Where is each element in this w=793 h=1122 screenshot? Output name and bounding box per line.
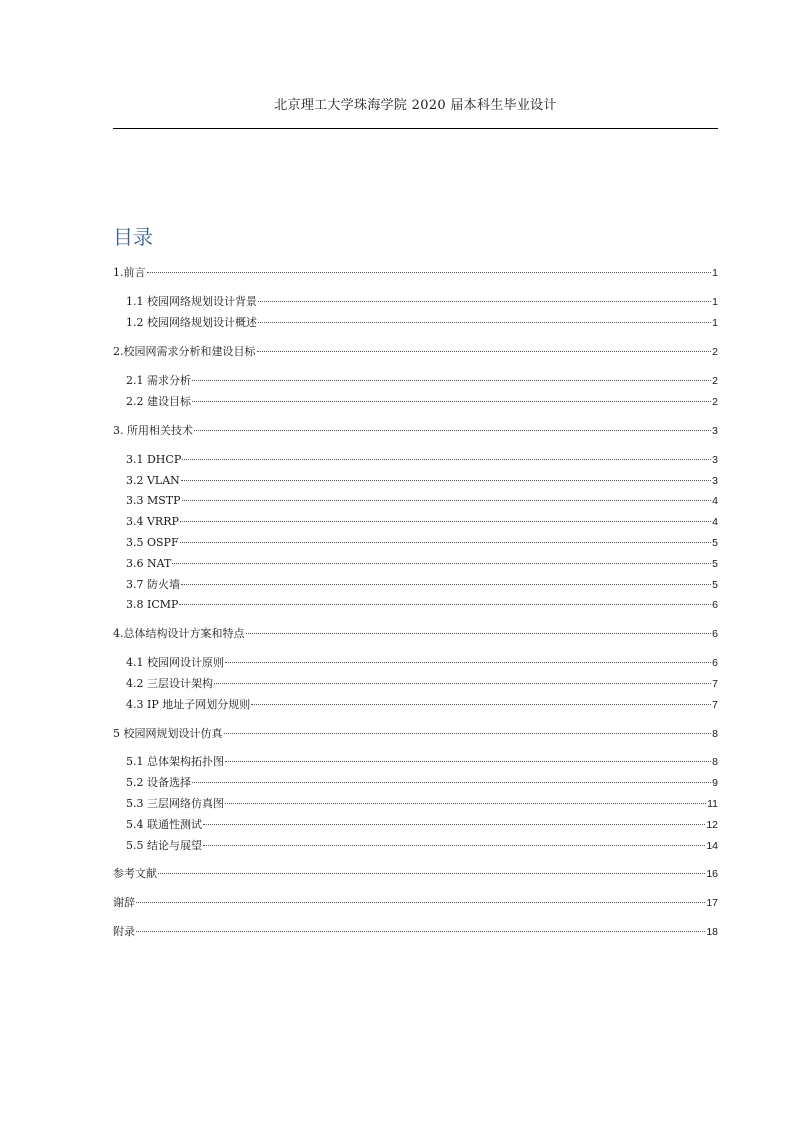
toc-entry-page: 14 xyxy=(706,840,718,852)
toc-leader-dots xyxy=(225,662,711,663)
toc-entry-label: 3.3 MSTP xyxy=(126,494,181,507)
toc-leader-dots xyxy=(181,584,711,585)
toc-entry[interactable] xyxy=(126,373,718,389)
toc-leader-dots xyxy=(192,782,711,783)
toc-leader-dots xyxy=(251,704,711,705)
toc-entry[interactable] xyxy=(126,676,718,692)
toc-entry-label: 参考文献 xyxy=(113,867,157,880)
toc-leader-dots xyxy=(158,873,705,874)
toc-entry[interactable] xyxy=(126,556,718,572)
toc-entry-label: 1.前言 xyxy=(113,266,146,279)
toc-entry-page: 7 xyxy=(712,699,718,711)
toc-leader-dots xyxy=(203,824,705,825)
toc-entry[interactable] xyxy=(126,577,718,593)
toc-entry[interactable] xyxy=(126,514,718,530)
toc-entry[interactable] xyxy=(113,265,718,281)
toc-entry-page: 1 xyxy=(712,317,718,329)
toc-leader-dots xyxy=(180,521,711,522)
toc-leader-dots xyxy=(257,351,712,352)
toc-entry-page: 3 xyxy=(712,454,718,466)
toc-entry-page: 3 xyxy=(712,475,718,487)
toc-leader-dots xyxy=(258,322,711,323)
toc-entry[interactable] xyxy=(126,838,718,854)
toc-entry-label: 1.2 校园网络规划设计概述 xyxy=(126,316,257,329)
toc-entry[interactable] xyxy=(126,597,718,613)
toc-entry-label: 谢辞 xyxy=(113,896,135,909)
toc-leader-dots xyxy=(192,380,711,381)
toc-entry[interactable] xyxy=(113,423,718,439)
toc-entry[interactable] xyxy=(126,817,718,833)
toc-entry[interactable] xyxy=(126,452,718,468)
toc-entry[interactable] xyxy=(126,493,718,509)
toc-leader-dots xyxy=(225,761,711,762)
toc-entry[interactable] xyxy=(113,626,718,642)
toc-entry-label: 3.4 VRRP xyxy=(126,515,179,528)
toc-entry-page: 8 xyxy=(712,756,718,768)
toc-entry[interactable] xyxy=(126,315,718,331)
toc-entry-page: 1 xyxy=(712,267,718,279)
toc-entry[interactable] xyxy=(126,775,718,791)
toc-leader-dots xyxy=(136,902,705,903)
toc-entry-label: 1.1 校园网络规划设计背景 xyxy=(126,295,257,308)
toc-entry-page: 3 xyxy=(712,425,718,437)
toc-entry-page: 2 xyxy=(712,346,718,358)
toc-entry-page: 4 xyxy=(712,495,718,507)
toc-entry-label: 4.3 IP 地址子网划分规则 xyxy=(126,698,251,711)
toc-entry-page: 8 xyxy=(712,728,718,740)
toc-entry-label: 3.6 NAT xyxy=(126,557,172,570)
toc-entry-page: 6 xyxy=(712,599,718,611)
toc-entry[interactable] xyxy=(126,294,718,310)
toc-entry-page: 2 xyxy=(712,375,718,387)
toc-entry[interactable] xyxy=(126,754,718,770)
toc-entry-label: 5.2 设备选择 xyxy=(126,776,191,789)
toc-leader-dots xyxy=(136,931,705,932)
toc-entry-label: 5.4 联通性测试 xyxy=(126,818,202,831)
toc-entry[interactable] xyxy=(113,726,718,742)
toc-entry-page: 9 xyxy=(712,777,718,789)
toc-entry[interactable] xyxy=(113,344,718,360)
toc-entry-page: 12 xyxy=(706,819,718,831)
toc-leader-dots xyxy=(180,542,712,543)
toc-entry-label: 5.3 三层网络仿真图 xyxy=(126,797,224,810)
toc-entry-label: 4.总体结构设计方案和特点 xyxy=(113,627,245,640)
toc-entry-label: 4.2 三层设计架构 xyxy=(126,677,213,690)
toc-entry-label: 附录 xyxy=(113,925,135,938)
toc-entry-label: 2.2 建设目标 xyxy=(126,395,191,408)
toc-entry[interactable] xyxy=(126,473,718,489)
toc-entry-label: 5.1 总体架构拓扑图 xyxy=(126,755,224,768)
toc-entry[interactable] xyxy=(126,655,718,671)
toc-entry-page: 5 xyxy=(712,579,718,591)
toc-entry-page: 4 xyxy=(712,516,718,528)
toc-leader-dots xyxy=(224,733,712,734)
toc-leader-dots xyxy=(182,500,712,501)
toc-entry-page: 18 xyxy=(706,926,718,938)
toc-entry-page: 6 xyxy=(712,657,718,669)
toc-leader-dots xyxy=(214,683,711,684)
toc-leader-dots xyxy=(258,301,711,302)
toc-entry-page: 16 xyxy=(706,868,718,880)
toc-entry-page: 6 xyxy=(712,628,718,640)
toc-entry-page: 5 xyxy=(712,558,718,570)
toc-entry-page: 2 xyxy=(712,396,718,408)
toc-entry-label: 2.校园网需求分析和建设目标 xyxy=(113,345,256,358)
toc-title: 目录 xyxy=(113,225,153,249)
toc-entry[interactable] xyxy=(126,796,718,812)
toc-leader-dots xyxy=(246,633,712,634)
toc-entry-page: 1 xyxy=(712,296,718,308)
page-header: 北京理工大学珠海学院 2020 届本科生毕业设计 xyxy=(274,98,557,113)
toc-entry[interactable] xyxy=(126,394,718,410)
toc-entry[interactable] xyxy=(113,924,718,940)
toc-entry-page: 7 xyxy=(712,678,718,690)
toc-entry-label: 2.1 需求分析 xyxy=(126,374,191,387)
toc-entry-page: 11 xyxy=(707,798,718,810)
toc-entry-label: 5.5 结论与展望 xyxy=(126,839,202,852)
toc-leader-dots xyxy=(179,604,711,605)
toc-entry-page: 17 xyxy=(706,897,718,909)
toc-entry[interactable] xyxy=(126,697,718,713)
toc-leader-dots xyxy=(203,845,705,846)
toc-entry-label: 3.7 防火墙 xyxy=(126,578,180,591)
toc-entry-label: 3.1 DHCP xyxy=(126,453,182,466)
toc-entry[interactable] xyxy=(113,895,718,911)
toc-entry-label: 4.1 校园网设计原则 xyxy=(126,656,224,669)
toc-leader-dots xyxy=(182,459,711,460)
toc-entry-label: 3.8 ICMP xyxy=(126,598,179,611)
toc-entry[interactable] xyxy=(126,535,718,551)
toc-leader-dots xyxy=(172,563,711,564)
toc-leader-dots xyxy=(225,803,706,804)
toc-leader-dots xyxy=(194,430,711,431)
toc-entry-page: 5 xyxy=(712,537,718,549)
toc-entry-label: 3.2 VLAN xyxy=(126,474,180,487)
toc-leader-dots xyxy=(147,272,712,273)
toc-entry-label: 5 校园网规划设计仿真 xyxy=(113,727,223,740)
toc-entry-label: 3.5 OSPF xyxy=(126,536,179,549)
toc-entry[interactable] xyxy=(113,866,718,882)
toc-leader-dots xyxy=(181,480,711,481)
toc-entry-label: 3. 所用相关技术 xyxy=(113,424,193,437)
toc-leader-dots xyxy=(192,401,711,402)
table-of-contents xyxy=(113,0,718,1122)
